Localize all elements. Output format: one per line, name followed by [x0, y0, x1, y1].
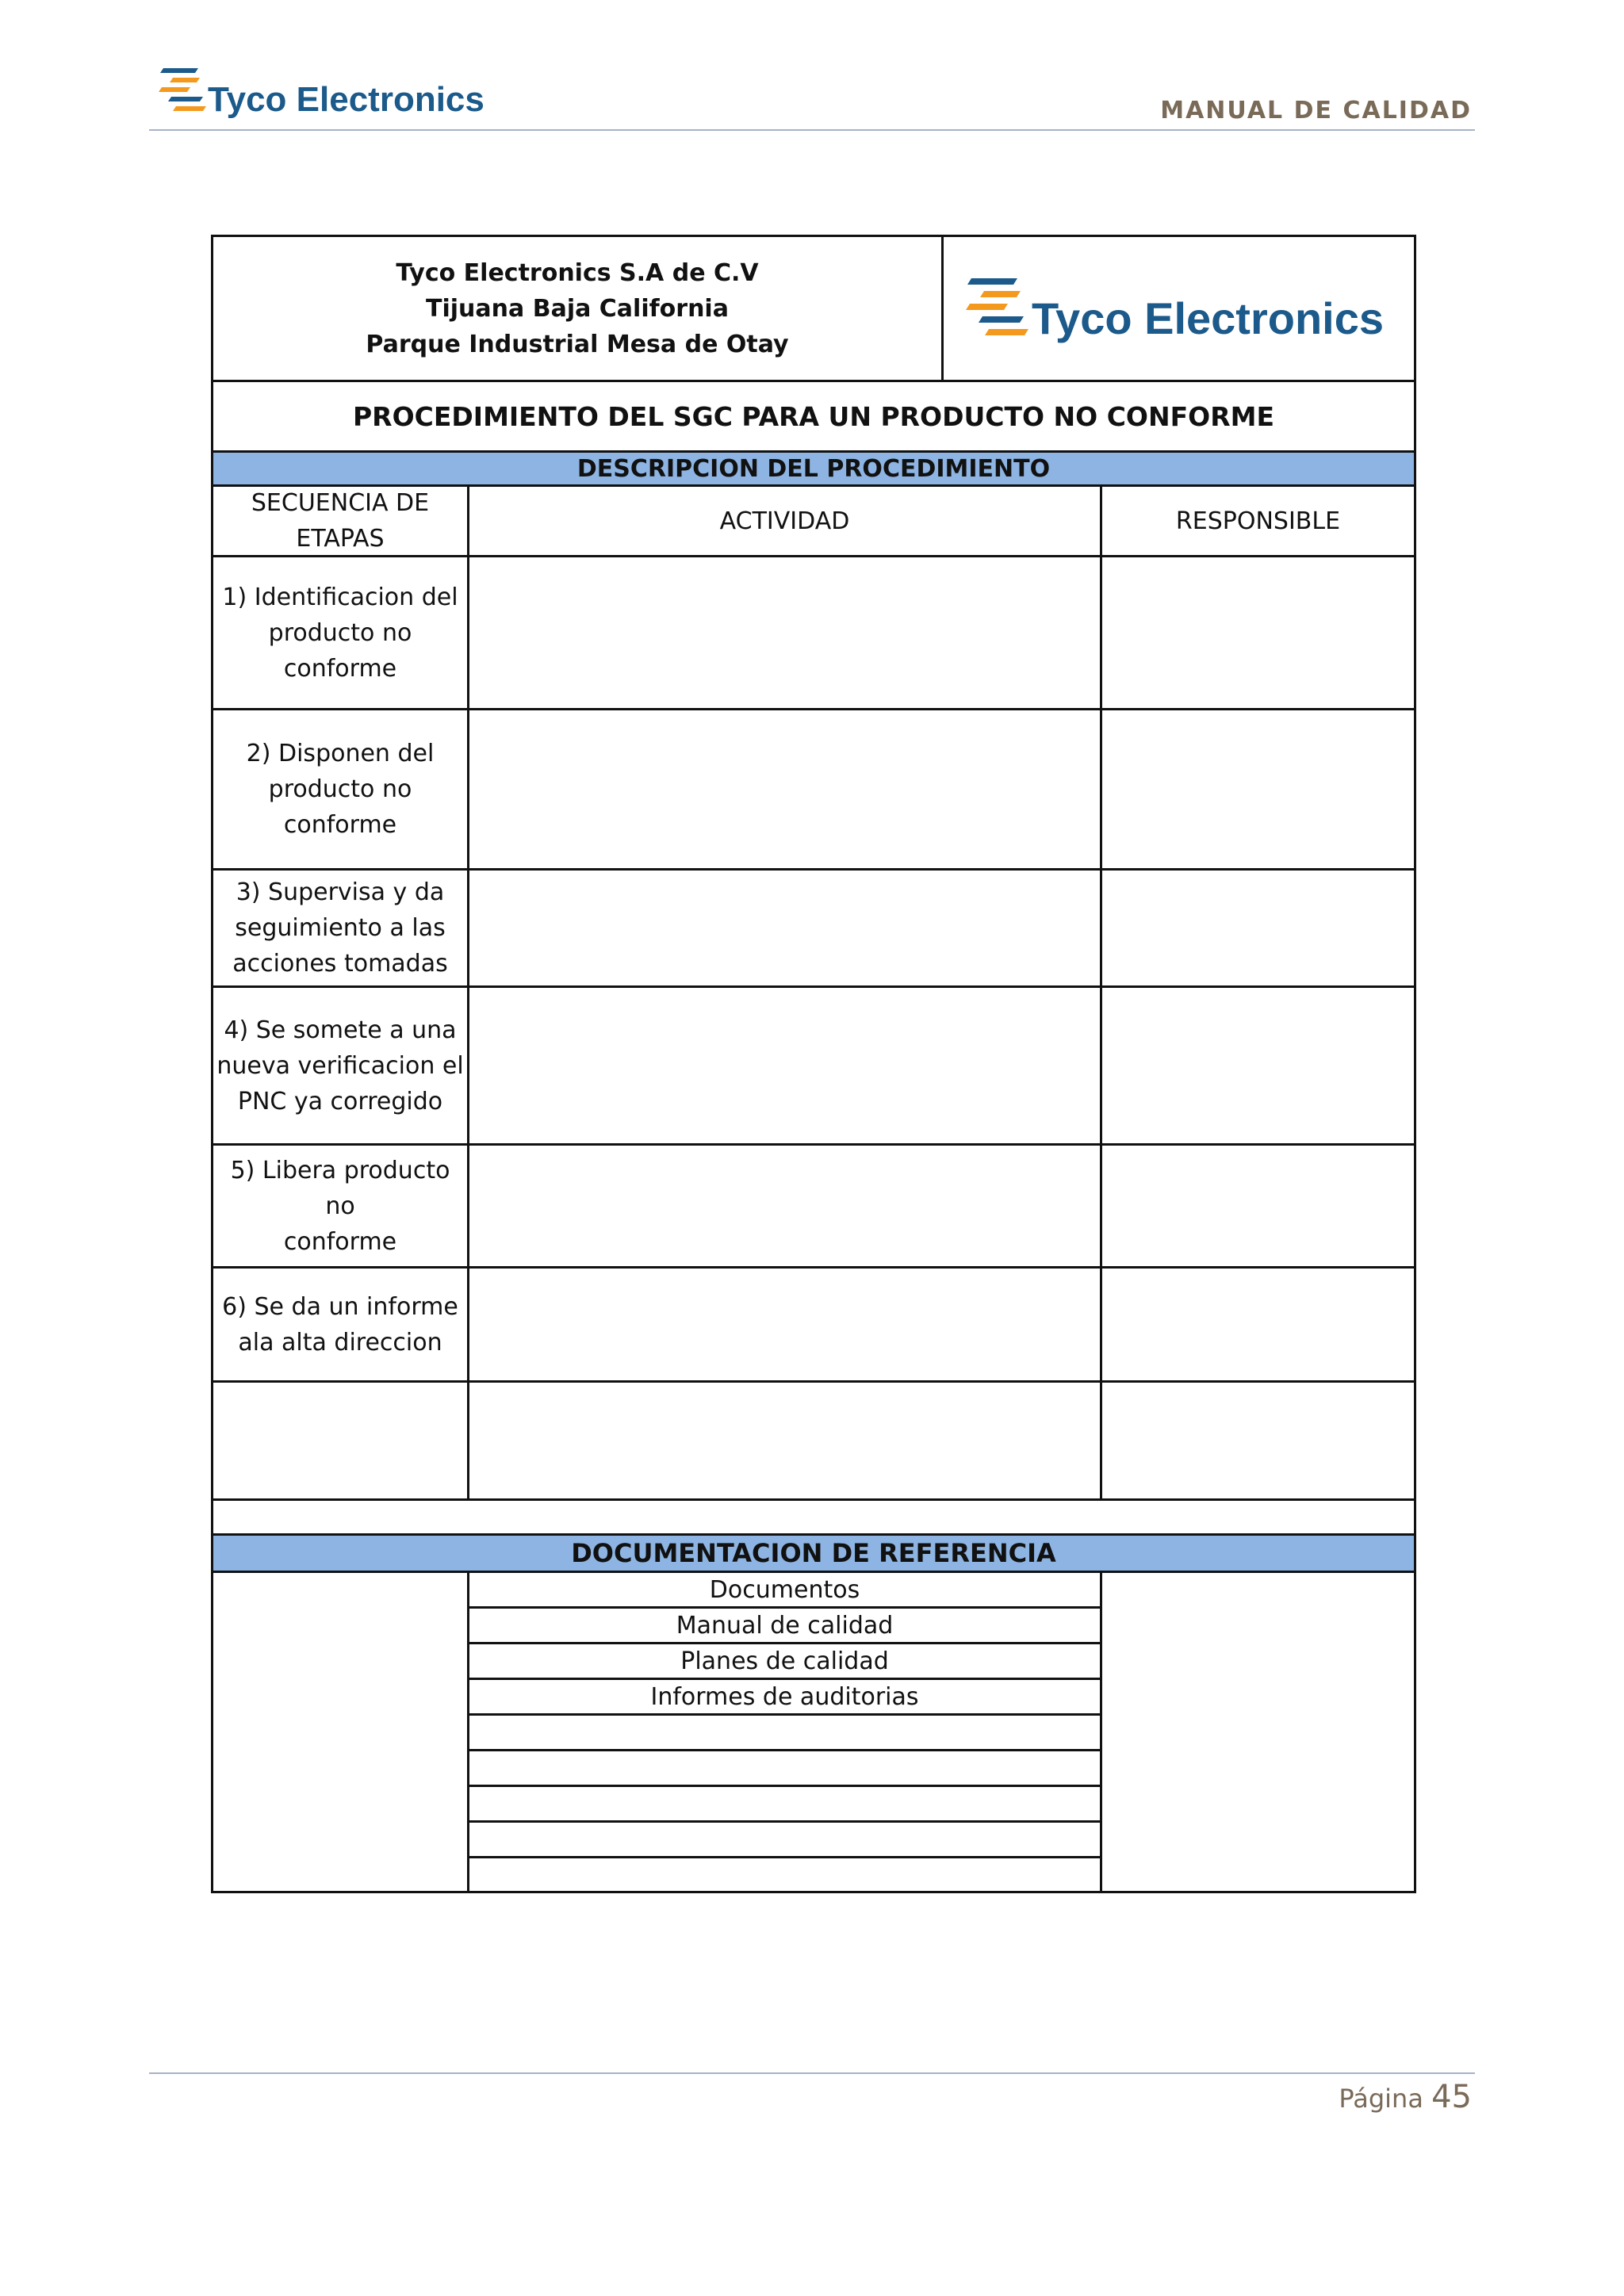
step-4 — [213, 988, 467, 1143]
tyco-logo-icon — [965, 269, 1393, 348]
step-4-line3: PNC ya corregido — [237, 1087, 443, 1115]
section-reference-documentation: DOCUMENTACION DE REFERENCIA — [571, 1537, 1056, 1568]
step-5 — [213, 1146, 467, 1266]
company-info — [213, 237, 941, 380]
section-procedure-description: DESCRIPCION DEL PROCEDIMIENTO — [576, 454, 1051, 483]
procedure-form — [211, 235, 1416, 1893]
company-name: Tyco Electronics S.A de C.V — [396, 258, 759, 287]
doc-header: Documentos — [709, 1575, 860, 1604]
step-6 — [213, 1269, 467, 1380]
header-logo-text: Tyco Electronics — [208, 80, 485, 119]
column-sequence — [213, 487, 467, 555]
step-3 — [213, 871, 467, 985]
manual-title: MANUAL DE CALIDAD — [1160, 97, 1472, 124]
step-6-line2: ala alta direccion — [238, 1328, 442, 1357]
page-number — [1339, 2079, 1472, 2115]
step-2-line3: conforme — [283, 811, 397, 839]
column-responsible: RESPONSIBLE — [1175, 507, 1341, 535]
step-1-line3: conforme — [283, 654, 397, 683]
company-city: Tijuana Baja California — [426, 294, 729, 323]
step-2-line2: producto no — [268, 775, 412, 803]
step-3-line2: seguimiento a las — [235, 914, 446, 942]
doc-item-audit-reports: Informes de auditorias — [650, 1682, 919, 1711]
step-3-line1: 3) Supervisa y da — [236, 878, 445, 906]
form-title: PROCEDIMIENTO DEL SGC PARA UN PRODUCTO NO CONFORME — [352, 400, 1274, 432]
tyco-logo-icon — [159, 62, 492, 125]
step-6-line1: 6) Se da un informe — [222, 1292, 458, 1321]
column-sequence-line2: ETAPAS — [296, 525, 385, 553]
doc-item-quality-plans: Planes de calidad — [680, 1647, 889, 1675]
step-5-line2: conforme — [283, 1227, 397, 1256]
header-divider — [149, 129, 1475, 131]
doc-item-quality-manual: Manual de calidad — [676, 1611, 894, 1640]
footer-divider — [149, 2072, 1475, 2074]
step-3-line3: acciones tomadas — [232, 950, 448, 978]
step-2 — [213, 710, 467, 868]
header-logo — [159, 62, 492, 125]
step-1 — [213, 557, 467, 708]
column-sequence-line1: SECUENCIA DE — [251, 489, 430, 517]
step-4-line1: 4) Se somete a una — [224, 1016, 457, 1044]
company-park: Parque Industrial Mesa de Otay — [366, 330, 789, 358]
page-number-value: 45 — [1431, 2079, 1472, 2115]
step-1-line1: 1) Identificacion del — [222, 583, 458, 611]
step-2-line1: 2) Disponen del — [246, 740, 435, 767]
step-1-line2: producto no — [268, 618, 412, 647]
page-label: Página — [1339, 2084, 1423, 2114]
step-4-line2: nueva verificacion el — [216, 1051, 464, 1080]
company-logo — [944, 237, 1414, 380]
column-activity: ACTIVIDAD — [719, 507, 850, 535]
step-5-line1: 5) Libera producto no — [230, 1156, 450, 1220]
company-logo-text: Tyco Electronics — [1031, 293, 1384, 343]
